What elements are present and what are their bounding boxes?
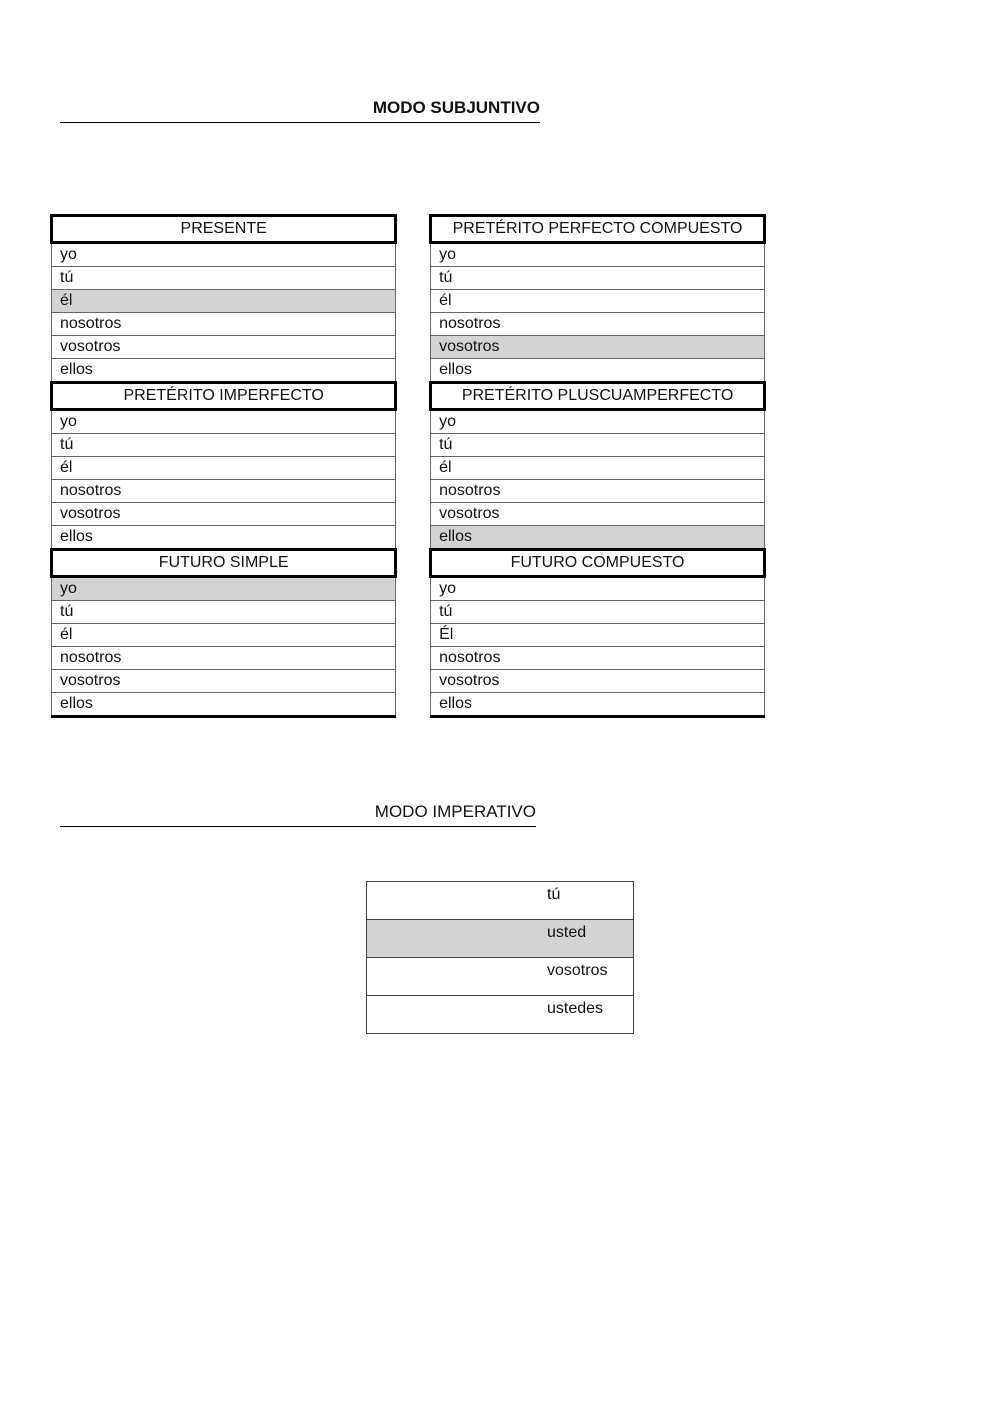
pronoun-cell[interactable]: tú	[431, 434, 765, 457]
pronoun-cell[interactable]: vosotros	[431, 670, 765, 693]
pronoun-cell-highlighted[interactable]: ellos	[431, 526, 765, 550]
pronoun-cell[interactable]: Él	[431, 624, 765, 647]
tense-header-preterito-pluscuamperfecto: PRETÉRITO PLUSCUAMPERFECTO	[431, 383, 765, 410]
tense-header-presente: PRESENTE	[52, 216, 396, 243]
pronoun-cell[interactable]: yo	[52, 410, 396, 434]
pronoun-cell[interactable]: tú	[52, 434, 396, 457]
tense-header-futuro-compuesto: FUTURO COMPUESTO	[431, 550, 765, 577]
imperative-cell[interactable]: ustedes	[367, 996, 634, 1034]
pronoun-cell[interactable]: él	[431, 290, 765, 313]
pronoun-cell-highlighted[interactable]: vosotros	[431, 336, 765, 359]
imperativo-table	[366, 881, 634, 1034]
pronoun-cell[interactable]: ellos	[431, 693, 765, 717]
pronoun-cell[interactable]: vosotros	[431, 503, 765, 526]
pronoun-cell[interactable]: ellos	[52, 359, 396, 383]
imperative-cell[interactable]: vosotros	[367, 958, 634, 996]
pronoun-cell[interactable]: vosotros	[52, 670, 396, 693]
pronoun-cell[interactable]: tú	[52, 601, 396, 624]
pronoun-cell[interactable]: vosotros	[52, 336, 396, 359]
pronoun-cell[interactable]: ellos	[52, 693, 396, 717]
tense-header-preterito-perfecto-compuesto: PRETÉRITO PERFECTO COMPUESTO	[431, 216, 765, 243]
pronoun-cell[interactable]: nosotros	[431, 313, 765, 336]
pronoun-cell[interactable]: nosotros	[52, 647, 396, 670]
pronoun-cell[interactable]: vosotros	[52, 503, 396, 526]
pronoun-cell[interactable]: él	[431, 457, 765, 480]
pronoun-cell[interactable]: yo	[431, 577, 765, 601]
pronoun-cell-highlighted[interactable]: él	[52, 290, 396, 313]
imperativo-title: MODO IMPERATIVO	[60, 802, 536, 827]
pronoun-cell[interactable]: tú	[431, 267, 765, 290]
tense-header-preterito-imperfecto: PRETÉRITO IMPERFECTO	[52, 383, 396, 410]
subjuntivo-title: MODO SUBJUNTIVO	[60, 98, 540, 123]
pronoun-cell[interactable]: yo	[52, 243, 396, 267]
imperative-cell[interactable]: tú	[367, 882, 634, 920]
pronoun-cell-highlighted[interactable]: yo	[52, 577, 396, 601]
pronoun-cell[interactable]: nosotros	[52, 313, 396, 336]
pronoun-cell[interactable]: tú	[52, 267, 396, 290]
pronoun-cell[interactable]: él	[52, 624, 396, 647]
pronoun-cell[interactable]: nosotros	[431, 647, 765, 670]
subjuntivo-table	[50, 214, 766, 718]
pronoun-cell[interactable]: nosotros	[431, 480, 765, 503]
pronoun-cell[interactable]: ellos	[52, 526, 396, 550]
pronoun-cell[interactable]: ellos	[431, 359, 765, 383]
pronoun-cell[interactable]: tú	[431, 601, 765, 624]
pronoun-cell[interactable]: nosotros	[52, 480, 396, 503]
pronoun-cell[interactable]: yo	[431, 410, 765, 434]
imperative-cell-highlighted[interactable]: usted	[367, 920, 634, 958]
pronoun-cell[interactable]: él	[52, 457, 396, 480]
pronoun-cell[interactable]: yo	[431, 243, 765, 267]
tense-header-futuro-simple: FUTURO SIMPLE	[52, 550, 396, 577]
